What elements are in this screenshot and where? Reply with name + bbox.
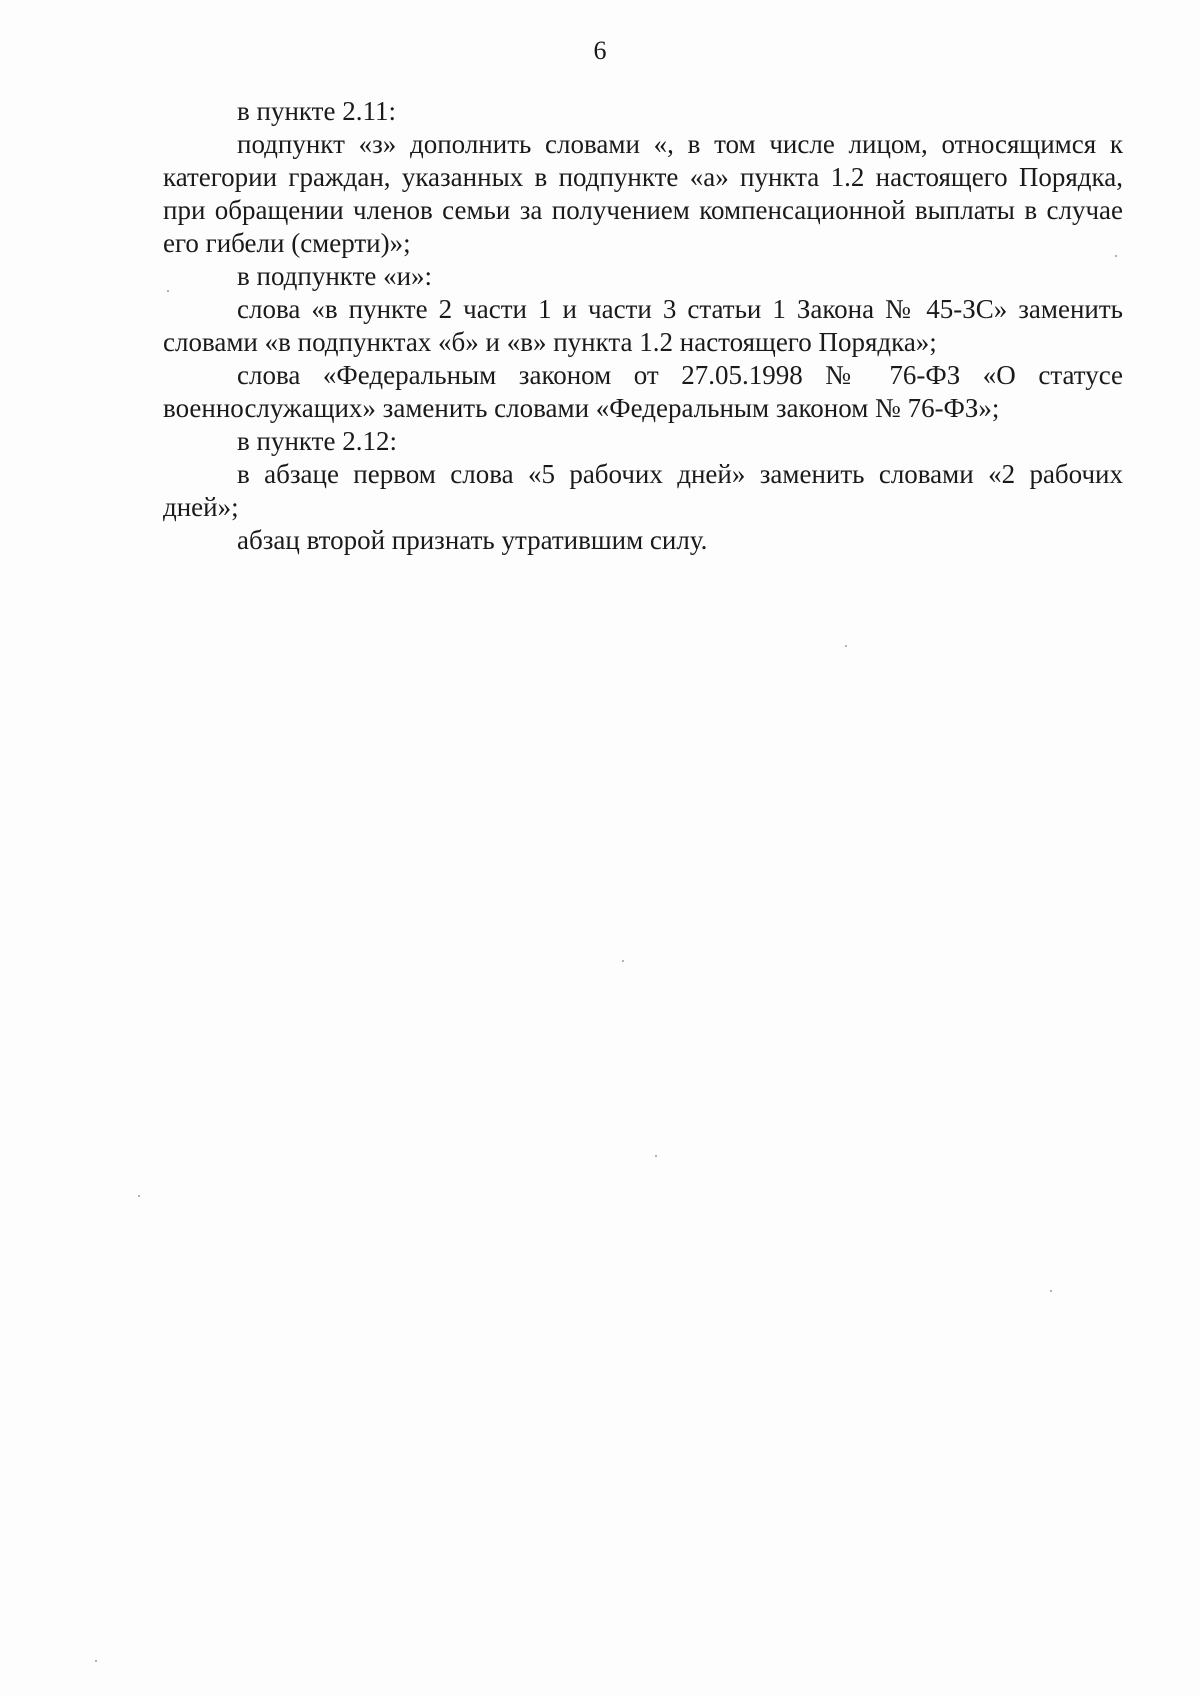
paragraph-subclause-z: подпункт «з» дополнить словами «, в том числе лицом, относящимся к категории граждан, указанных в подпункте «а» пункта 1.2 настоящего Порядка, при обращении членов семьи за получением компенсационной выплаты в случае его гибели (смерти)»; [163,129,1123,258]
scan-speck [622,960,624,962]
scan-speck [845,645,847,647]
paragraph-abolish: абзац второй признать утратившим силу. [237,525,708,555]
paragraph-replace-law-45: слова «в пункте 2 части 1 и части 3 статьи 1 Закона № 45-ЗС» заменить словами «в подпунктах «б» и «в» пункта 1.2 настоящего Порядка»; [163,294,1123,357]
page-number: 6 [593,36,607,65]
scan-speck [655,1155,657,1157]
scan-speck [95,1660,97,1662]
document-body [163,95,1123,557]
paragraph-working-days: в абзаце первом слова «5 рабочих дней» заменить словами «2 рабочих дней»; [163,459,1123,522]
scan-speck [138,1195,140,1197]
scan-speck [1050,1290,1052,1292]
paragraph-subclause-i: в подпункте «и»: [237,261,433,291]
paragraph-clause-2-11: в пункте 2.11: [237,96,396,126]
scan-speck [1115,255,1117,257]
paragraph-clause-2-12: в пункте 2.12: [237,426,397,456]
scan-speck [167,290,169,292]
paragraph-replace-law-76: слова «Федеральным законом от 27.05.1998 № 76-ФЗ «О статусе военнослужащих» заменить словами «Федеральным законом № 76-ФЗ»; [163,360,1123,423]
